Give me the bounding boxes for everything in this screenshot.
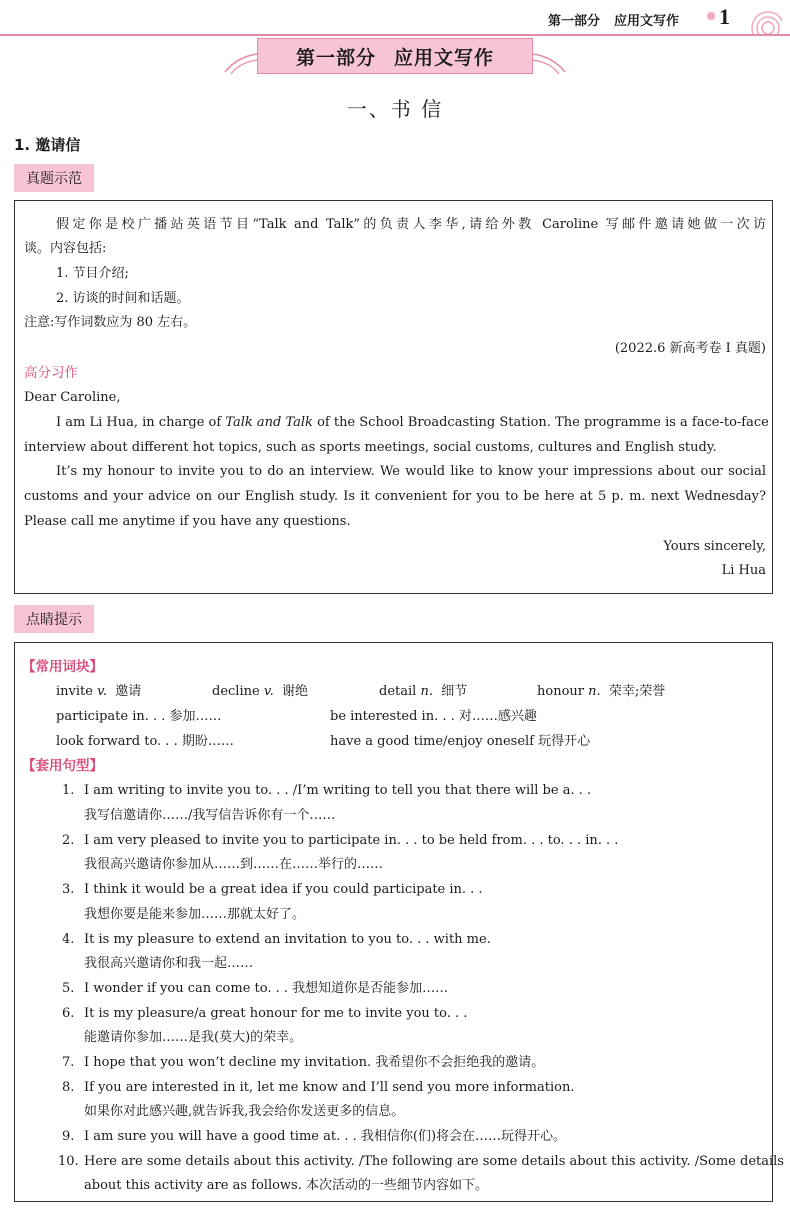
essay-label: 高分习作 bbox=[24, 365, 78, 381]
pattern-en: I am very pleased to invite you to participate in. . . to be held from. . . to. . . in. . . bbox=[84, 833, 619, 848]
patterns-label: 【套用句型】 bbox=[22, 758, 103, 774]
prompt-item-1: 1. 节目介绍; bbox=[56, 266, 129, 281]
essay-p1-pre: I am Li Hua, in charge of bbox=[56, 415, 226, 430]
vocab-item: have a good time/enjoy oneself 玩得开心 bbox=[330, 734, 591, 749]
chapter-banner bbox=[257, 38, 533, 74]
pattern-number: 6. bbox=[62, 1006, 75, 1021]
pattern-number: 5. bbox=[62, 981, 75, 996]
header-rule bbox=[0, 34, 790, 36]
header-ornament-icon bbox=[738, 6, 782, 34]
pattern-number: 8. bbox=[62, 1080, 75, 1095]
essay-p2-line3: Please call me anytime if you have any questions. bbox=[24, 514, 351, 529]
pattern-cn: 能邀请你参加……是我(莫大)的荣幸。 bbox=[84, 1030, 303, 1045]
pattern-number: 7. bbox=[62, 1055, 75, 1070]
pattern-cn: 我很高兴邀请你参加从……到……在……举行的…… bbox=[84, 857, 384, 872]
pattern-en: It is my pleasure/a great honour for me to invite you to. . . bbox=[84, 1006, 468, 1021]
pattern-en: I think it would be a great idea if you could participate in. . . bbox=[84, 882, 483, 897]
page-number: 1 bbox=[719, 4, 730, 29]
pattern-number: 4. bbox=[62, 932, 75, 947]
header-part: 第一部分 bbox=[548, 14, 601, 29]
essay-p1-post: of the School Broadcasting Station. The programme is a face-to-face bbox=[312, 415, 769, 430]
pattern-number: 1. bbox=[62, 783, 75, 798]
prompt-line-1: 假定你是校广播站英语节目“Talk and Talk”的负责人李华,请给外教 Caroline 写邮件邀请她做一次访 bbox=[56, 217, 766, 232]
banner-title: 应用文写作 bbox=[394, 46, 495, 69]
vocab-item: be interested in. . . 对……感兴趣 bbox=[330, 709, 537, 724]
vocab-label: 【常用词块】 bbox=[22, 659, 103, 675]
pattern-cn: 我想你要是能来参加……那就太好了。 bbox=[84, 907, 306, 922]
banner-right-ornament-icon bbox=[531, 50, 567, 76]
vocab-item: honour n. 荣幸;荣誉 bbox=[537, 684, 666, 699]
section-title: 一、书 信 bbox=[346, 97, 444, 121]
pattern-number: 2. bbox=[62, 833, 75, 848]
pattern-en: I am sure you will have a good time at. . . 我相信你(们)将会在……玩得开心。 bbox=[84, 1129, 567, 1144]
topic-heading: 1. 邀请信 bbox=[14, 136, 81, 154]
pattern-cn: 我写信邀请你……/我写信告诉你有一个…… bbox=[84, 808, 336, 823]
prompt-source: (2022.6 新高考卷 Ⅰ 真题) bbox=[614, 341, 766, 356]
prompt-note: 注意:写作词数应为 80 左右。 bbox=[24, 315, 197, 330]
essay-p2-line2: customs and your advice on our English study. Is it convenient for you to be here at 5 p. m. next Wednesday? bbox=[24, 489, 766, 504]
banner-left-ornament-icon bbox=[223, 50, 259, 76]
pattern-en: Here are some details about this activity. /The following are some details about this activity. /Some details bbox=[84, 1154, 784, 1169]
pattern-number: 9. bbox=[62, 1129, 75, 1144]
essay-p2-line1: It’s my honour to invite you to do an interview. We would like to know your impressions about our social bbox=[56, 464, 766, 479]
example-box bbox=[14, 200, 773, 594]
pattern-number: 10. bbox=[58, 1154, 79, 1169]
essay-greeting: Dear Caroline, bbox=[24, 390, 121, 405]
prompt-line-2: 谈。内容包括: bbox=[24, 241, 107, 256]
tag-example: 真题示范 bbox=[14, 164, 94, 192]
pattern-cn: 如果你对此感兴趣,就告诉我,我会给你发送更多的信息。 bbox=[84, 1104, 405, 1119]
pattern-en: I am writing to invite you to. . . /I’m writing to tell you that there will be a. . . bbox=[84, 783, 592, 798]
essay-p1-program: Talk and Talk bbox=[225, 415, 313, 430]
running-header bbox=[548, 10, 679, 29]
prompt-item-2: 2. 访谈的时间和话题。 bbox=[56, 291, 190, 306]
banner-part: 第一部分 bbox=[295, 46, 376, 69]
vocab-item: decline v. 谢绝 bbox=[212, 684, 309, 699]
essay-p1-line1 bbox=[56, 414, 769, 432]
header-dot-icon bbox=[707, 12, 715, 20]
essay-closing: Yours sincerely, bbox=[663, 539, 766, 554]
vocab-item: participate in. . . 参加…… bbox=[56, 709, 222, 724]
header-subject: 应用文写作 bbox=[614, 14, 680, 29]
tag-tips: 点睛提示 bbox=[14, 605, 94, 633]
pattern-en: If you are interested in it, let me know and I’ll send you more information. bbox=[84, 1080, 575, 1095]
pattern-en: I hope that you won’t decline my invitation. 我希望你不会拒绝我的邀请。 bbox=[84, 1055, 545, 1070]
vocab-item: invite v. 邀请 bbox=[56, 684, 142, 699]
pattern-en: It is my pleasure to extend an invitation to you to. . . with me. bbox=[84, 932, 491, 947]
pattern-cn: about this activity are as follows. 本次活动的一些细节内容如下。 bbox=[84, 1178, 488, 1193]
vocab-item: detail n. 细节 bbox=[379, 684, 468, 699]
essay-signature: Li Hua bbox=[721, 563, 766, 578]
pattern-en: I wonder if you can come to. . . 我想知道你是否能参加…… bbox=[84, 981, 449, 996]
pattern-cn: 我很高兴邀请你和我一起…… bbox=[84, 956, 254, 971]
vocab-item: look forward to. . . 期盼…… bbox=[56, 734, 234, 749]
essay-p1-line2: interview about different hot topics, such as sports meetings, social customs, cultures and English study. bbox=[24, 440, 717, 455]
pattern-number: 3. bbox=[62, 882, 75, 897]
